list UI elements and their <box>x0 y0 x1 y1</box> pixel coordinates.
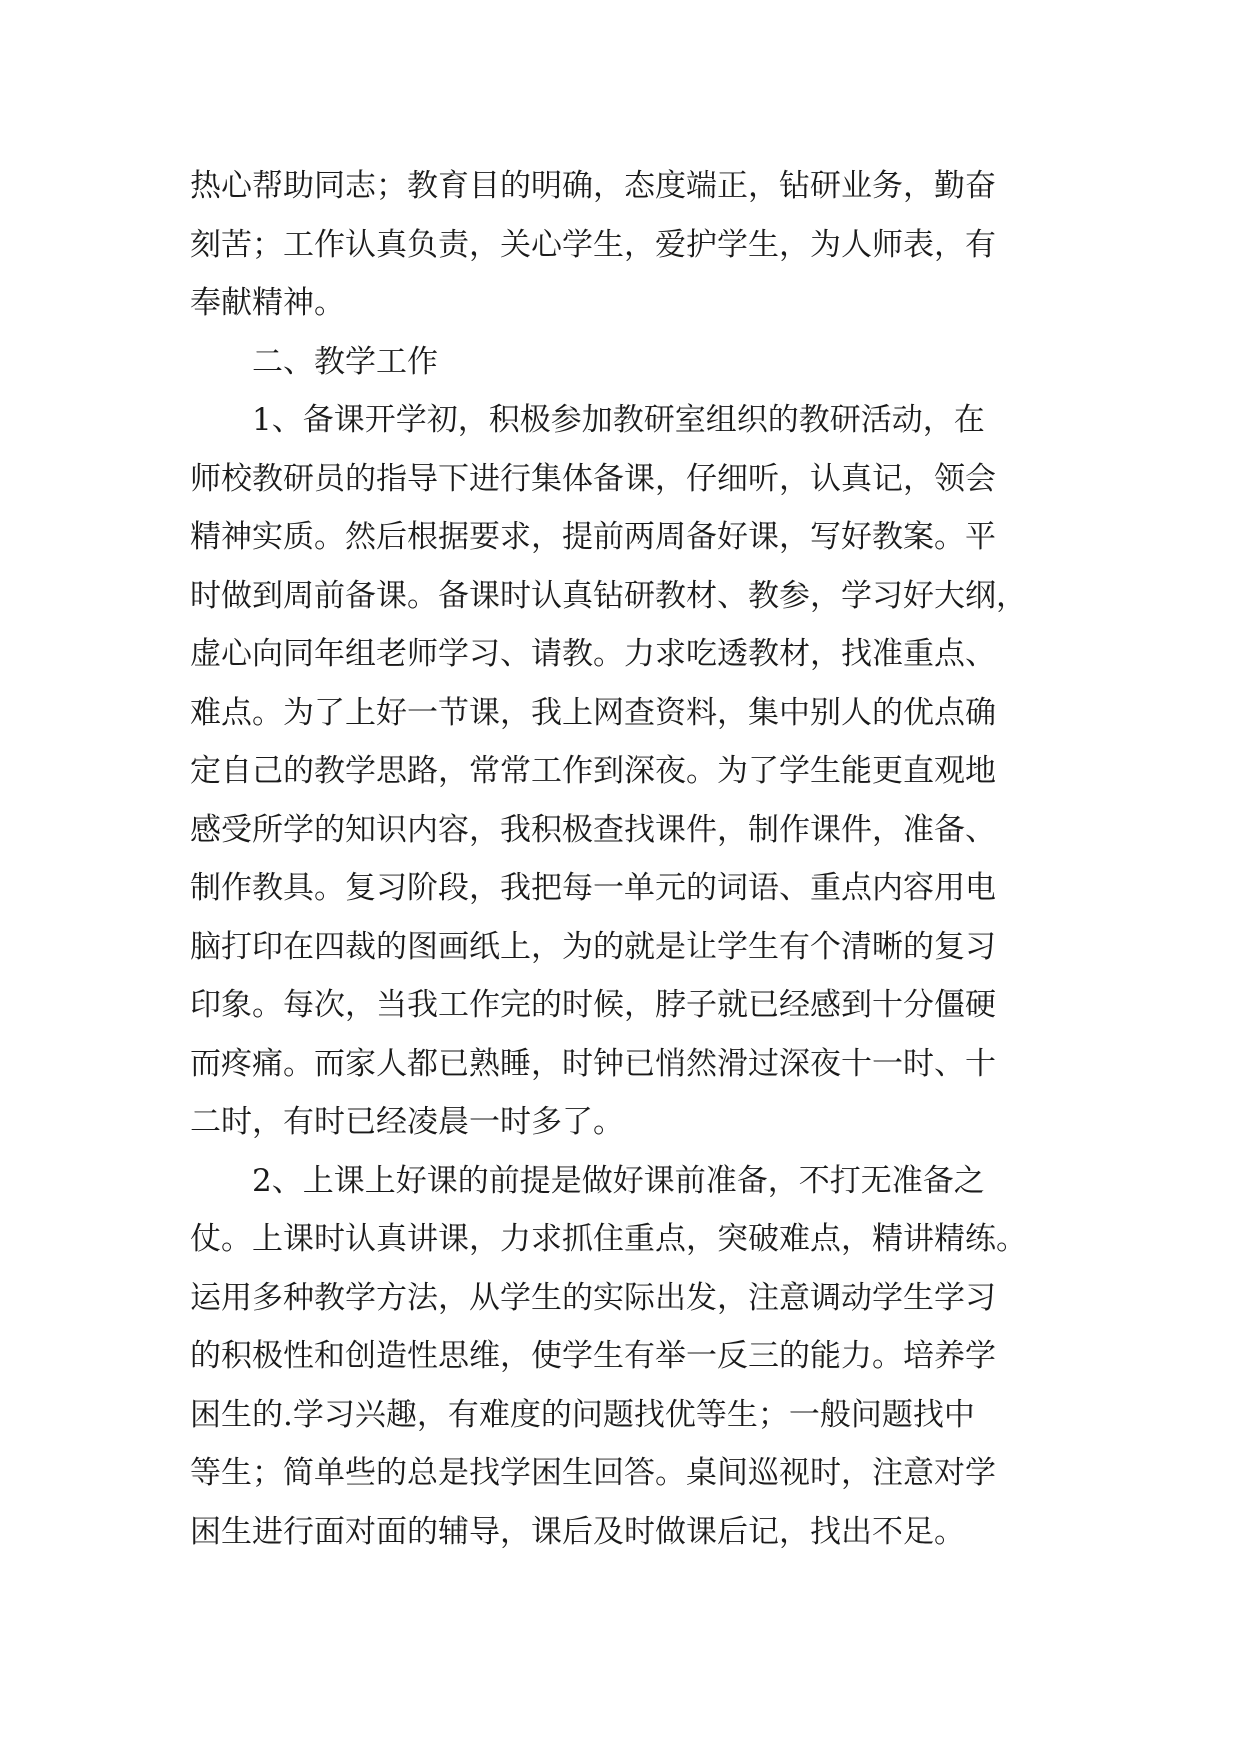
text-line: 感受所学的知识内容，我积极查找课件，制作课件，准备、 <box>190 812 996 848</box>
text-line: 时做到周前备课。备课时认真钻研教材、教参，学习好大纲， <box>190 578 1027 614</box>
text-line: 印象。每次，当我工作完的时候，脖子就已经感到十分僵硬 <box>190 987 996 1023</box>
text-line: 困生的.学习兴趣，有难度的问题找优等生；一般问题找中 <box>190 1397 975 1433</box>
text-line: 仗。上课时认真讲课，力求抓住重点，突破难点，精讲精练。 <box>190 1221 1027 1257</box>
text-line: 1、备课开学初，积极参加教研室组织的教研活动，在 <box>252 402 985 438</box>
text-line: 运用多种教学方法，从学生的实际出发，注意调动学生学习 <box>190 1280 996 1316</box>
text-line: 难点。为了上好一节课，我上网查资料，集中别人的优点确 <box>190 695 996 731</box>
text-line: 定自己的教学思路，常常工作到深夜。为了学生能更直观地 <box>190 753 996 789</box>
text-line: 精神实质。然后根据要求，提前两周备好课，写好教案。平 <box>190 519 996 555</box>
text-line: 2、上课上好课的前提是做好课前准备，不打无准备之 <box>252 1163 985 1199</box>
text-line: 制作教具。复习阶段，我把每一单元的词语、重点内容用电 <box>190 870 996 906</box>
text-line: 二时，有时已经凌晨一时多了。 <box>190 1104 624 1140</box>
text-line: 困生进行面对面的辅导，课后及时做课后记，找出不足。 <box>190 1514 965 1550</box>
text-line: 而疼痛。而家人都已熟睡，时钟已悄然滑过深夜十一时、十 <box>190 1046 996 1082</box>
text-line: 奉献精神。 <box>190 285 345 321</box>
text-line: 热心帮助同志；教育目的明确，态度端正，钻研业务，勤奋 <box>190 168 996 204</box>
text-line: 的积极性和创造性思维，使学生有举一反三的能力。培养学 <box>190 1338 996 1374</box>
text-line: 刻苦；工作认真负责，关心学生，爱护学生，为人师表，有 <box>190 227 996 263</box>
text-line: 等生；简单些的总是找学困生回答。桌间巡视时，注意对学 <box>190 1455 996 1491</box>
text-line: 脑打印在四裁的图画纸上，为的就是让学生有个清晰的复习 <box>190 929 996 965</box>
text-line: 虚心向同年组老师学习、请教。力求吃透教材，找准重点、 <box>190 636 996 672</box>
text-line: 师校教研员的指导下进行集体备课，仔细听，认真记，领会 <box>190 461 996 497</box>
section-heading: 二、教学工作 <box>252 344 438 380</box>
